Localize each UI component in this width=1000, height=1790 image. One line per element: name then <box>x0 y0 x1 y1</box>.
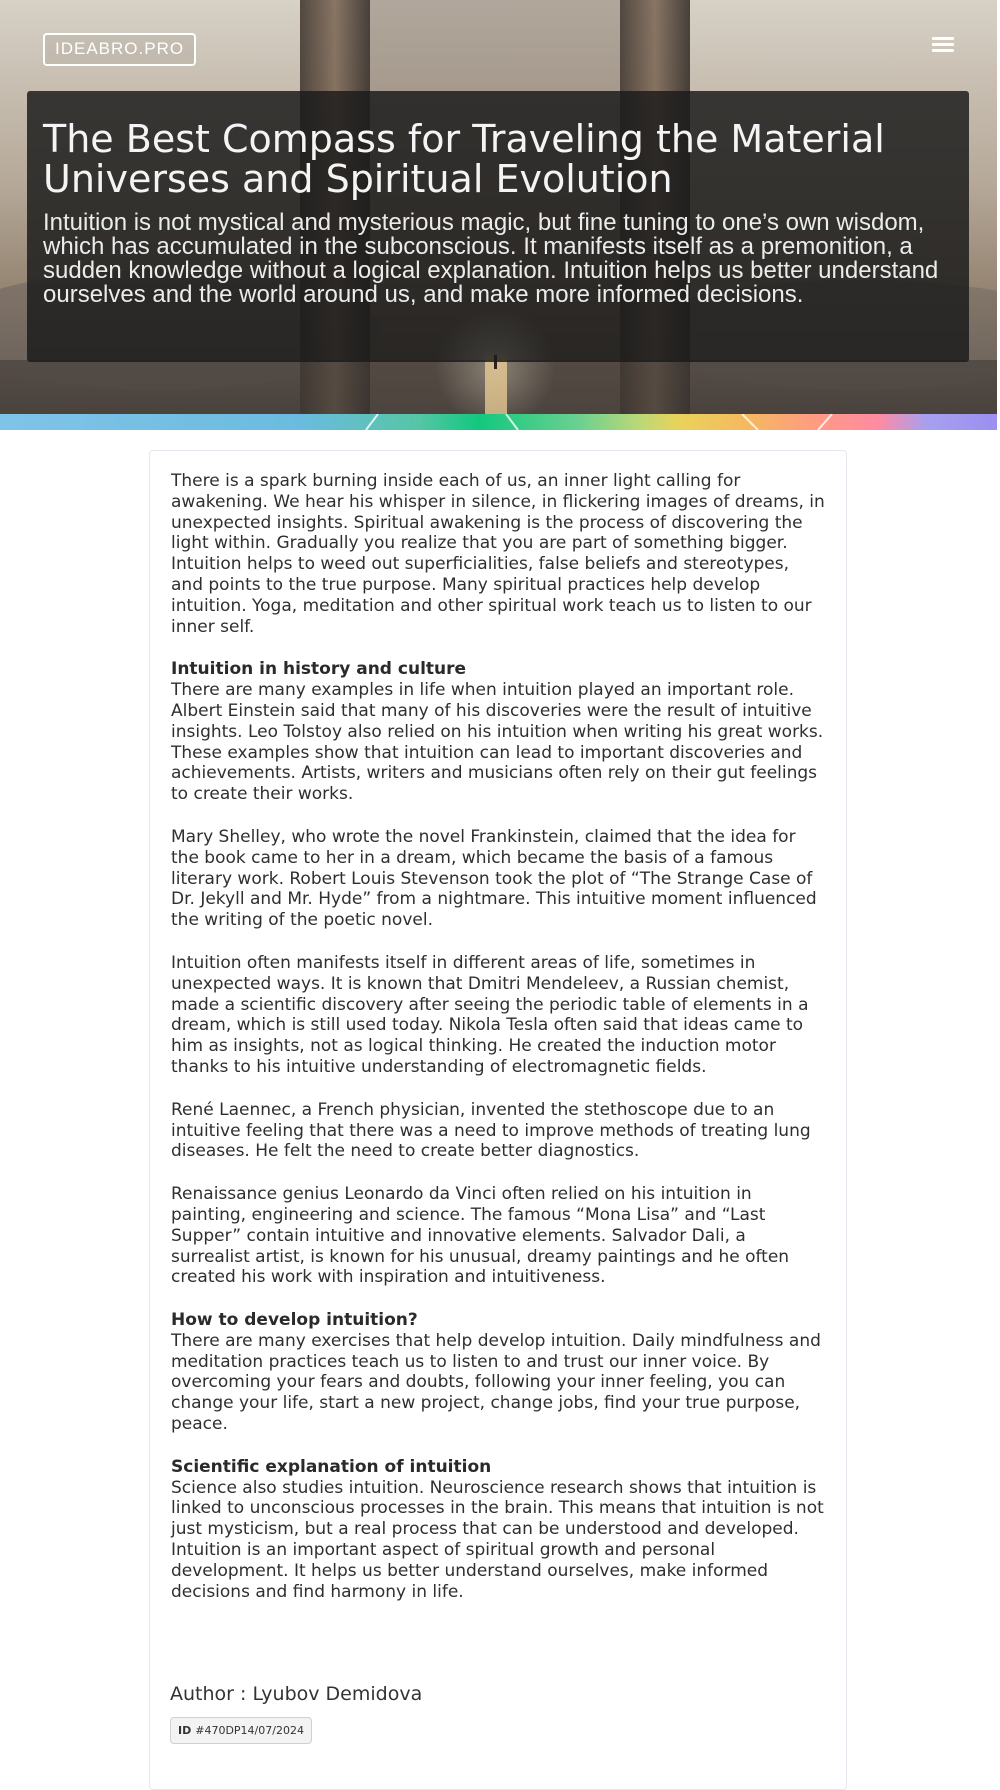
article-paragraph: Mary Shelley, who wrote the novel Frankinstein, claimed that the idea for the book came to her in a dream, which became the basis of a famous literary work. Robert Louis Stevenson took the plot of “The Strange Case of Dr. Jekyll and Mr. Hyde” from a nightmare. This intuitive moment influenced the writing of the poetic novel. <box>171 826 817 931</box>
page-title: The Best Compass for Traveling the Material Universes and Spiritual Evolution <box>43 117 885 201</box>
article-paragraph: There is a spark burning inside each of us, an inner light calling for awakening. We hear his whisper in silence, in flickering images of dreams, in unexpected insights. Spiritual awakening is the process of discovering the light within. Gradually you realize that you are part of something bigger. Intuition helps to weed out superficialities, false beliefs and stereotypes, and points to the true purpose. Many spiritual practices help develop intuition. Yoga, meditation and other spiritual work teach us to listen to our inner self. <box>171 471 825 637</box>
article-card <box>149 450 847 1790</box>
article-paragraph: Renaissance genius Leonardo da Vinci often relied on his intuition in painting, engineering and science. The famous “Mona Lisa” and “Last Supper” contain intuitive and innovative elements. Salvador Dali, a surrealist artist, is known for his unusual, dreamy paintings and he often created his work with inspiration and intuitiveness. <box>171 1184 790 1288</box>
article-paragraph: Scientific explanation of intuition Science also studies intuition. Neuroscience research shows that intuition is linked to unconscious processes in the brain. This means that intuition is not just mysticism, but a real process that can be understood and developed. Intuition is an important aspect of spiritual growth and personal development. It helps us better understand ourselves, make informed decisions and find harmony in life. <box>171 1457 826 1603</box>
article-paragraph: How to develop intuition? There are many exercises that help develop intuition. Daily mindfulness and meditation practices teach us to listen to and trust our inner voice. By overcoming your fears and doubts, following your inner feeling, you can change your life, start a new project, change jobs, find your true purpose, peace. <box>171 1310 826 1435</box>
article-paragraph: Intuition in history and culture There are many examples in life when intuition played an important role. Albert Einstein said that many of his discoveries were the result of intuitive insights. Leo Tolstoy also relied on his intuition when writing his great works. These examples show that intuition can lead to important discoveries and achievements. Artists, writers and musicians often rely on their gut feelings to create their works. <box>171 659 826 805</box>
author-line: Author : Lyubov Demidova <box>170 1683 423 1705</box>
section-heading: Scientific explanation of intuition <box>171 1456 492 1477</box>
brand-logo[interactable]: IDEABRO.PRO <box>43 33 196 66</box>
hero-text-panel <box>27 91 969 362</box>
hero-lead: Intuition is not mystical and mysterious magic, but fine tuning to one’s own wisdom, which has accumulated in the subconscious. It manifests itself as a premonition, a sudden knowledge without a logical explanation. Intuition helps us better understand ourselves and the world around us, and make more informed decisions. <box>43 209 939 308</box>
hamburger-menu-icon[interactable] <box>930 34 956 56</box>
chevron-decoration-icon <box>0 414 997 430</box>
article-paragraph: René Laennec, a French physician, invented the stethoscope due to an intuitive feeling that there was a need to improve methods of treating lung diseases. He felt the need to create better diagnostics. <box>171 1099 811 1162</box>
section-heading: Intuition in history and culture <box>171 659 467 680</box>
id-value: #470DP14/07/2024 <box>195 1724 304 1737</box>
article-paragraph: Intuition often manifests itself in different areas of life, sometimes in unexpected ways. It is known that Dmitri Mendeleev, a Russian chemist, made a scientific discovery after seeing the periodic table of elements in a dream, which is still used today. Nikola Tesla often said that ideas came to him as insights, not as logical thinking. He created the induction motor thanks to his intuitive understanding of electromagnetic fields. <box>171 952 809 1077</box>
section-heading: How to develop intuition? <box>171 1310 418 1331</box>
hero-banner <box>0 0 997 414</box>
id-badge <box>170 1717 312 1744</box>
decorative-color-stripe <box>0 414 997 430</box>
id-label: ID <box>178 1724 192 1737</box>
